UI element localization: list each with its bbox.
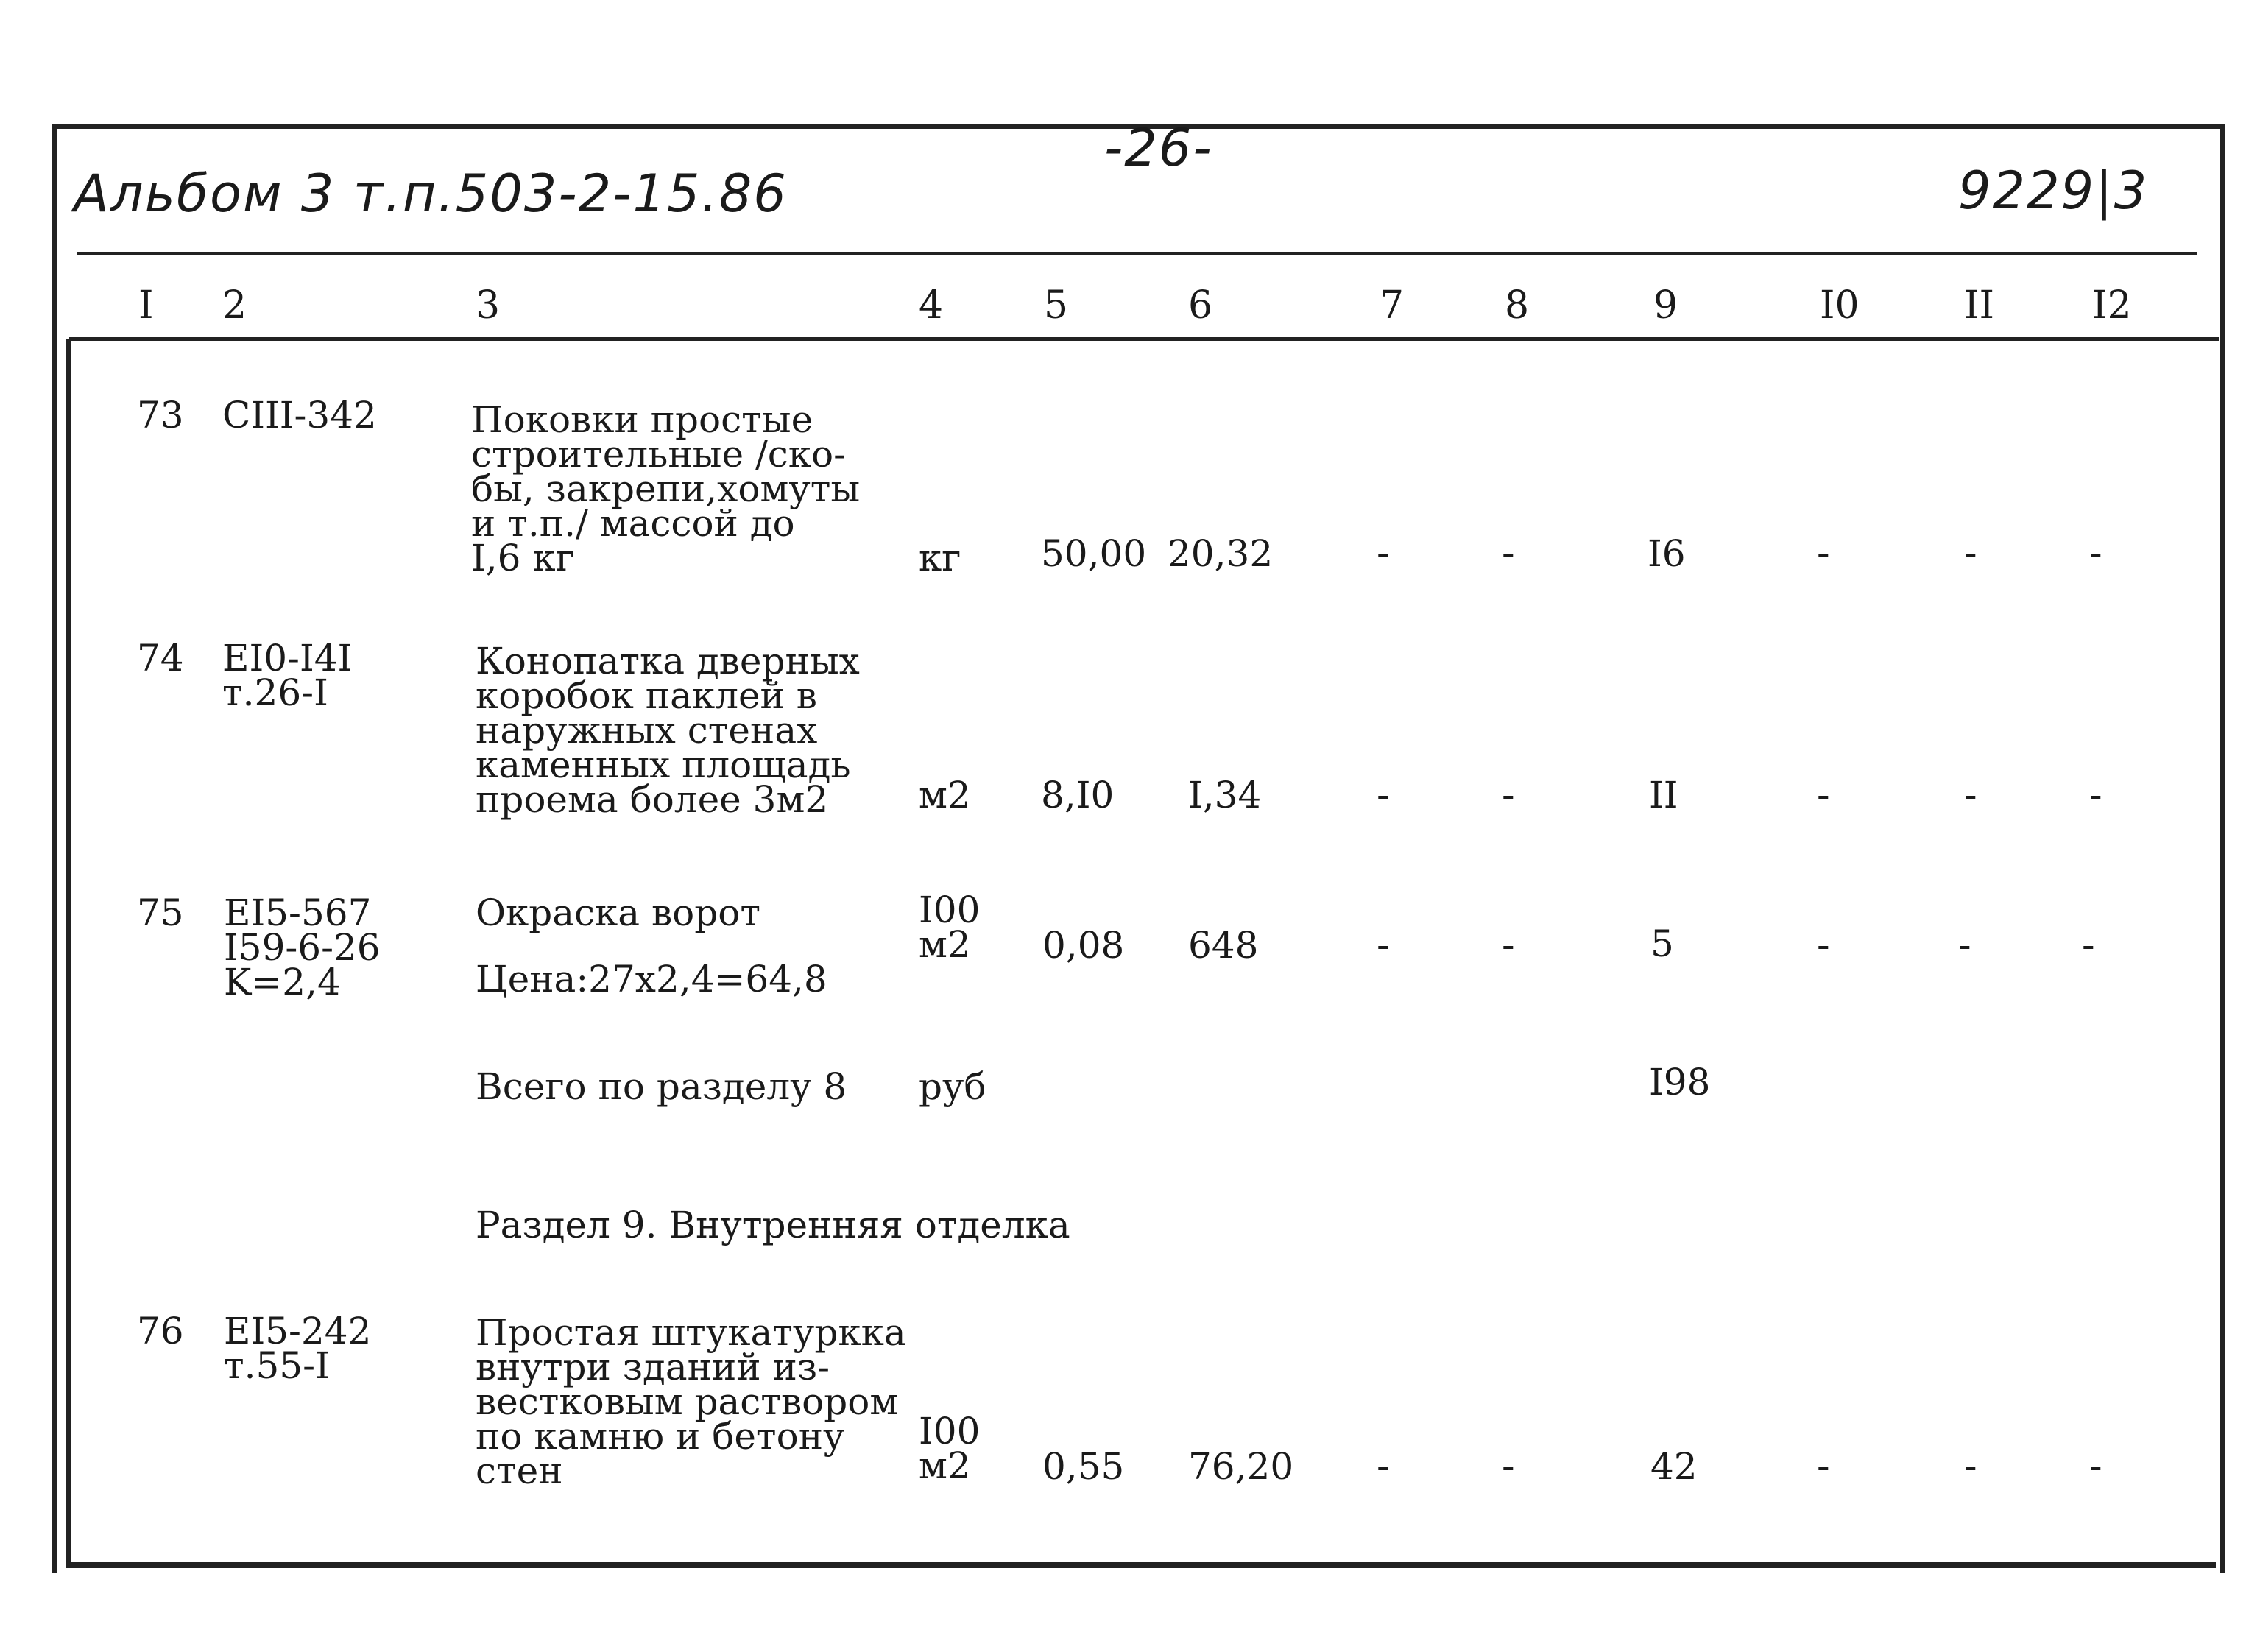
row-total: I6	[1648, 532, 1686, 575]
row-desc-line: и т.п./ массой до	[471, 502, 795, 545]
row-desc-line: стен	[476, 1450, 563, 1492]
row-desc-line: по камню и бетону	[476, 1415, 845, 1458]
column-header-5: 5	[1044, 283, 1069, 328]
column-header-9: 9	[1653, 283, 1678, 328]
row-col10: -	[1817, 1444, 1830, 1489]
row-code: EI5-567	[224, 892, 372, 934]
row-total: 42	[1650, 1445, 1698, 1488]
row-total: II	[1649, 774, 1678, 816]
row-unit: м2	[919, 1444, 971, 1487]
page-number: -26-	[1104, 118, 1213, 178]
row-desc-line: вестковым раствором	[476, 1380, 899, 1423]
row-desc-line: Простая штукатуркка	[476, 1311, 906, 1354]
row-col7: -	[1377, 1444, 1390, 1489]
row-desc-line: коробок паклей в	[476, 674, 817, 717]
row-col12: -	[2089, 532, 2102, 576]
column-header-2: 2	[222, 283, 247, 328]
row-col11: -	[1964, 532, 1977, 576]
row-code: I59-6-26	[224, 926, 381, 969]
row-code: т.55-I	[224, 1344, 330, 1387]
row-code: K=2,4	[224, 961, 341, 1003]
row-desc-line: Конопатка дверных	[476, 640, 860, 682]
row-code: т.26-I	[222, 671, 328, 714]
row-unit: м2	[919, 774, 971, 816]
row-desc-line: Поковки простые	[471, 398, 813, 441]
row-unit: кг	[919, 537, 961, 579]
row-col7: -	[1377, 923, 1390, 967]
row-qty: 50,00	[1041, 532, 1147, 575]
row-unit: I00	[919, 889, 981, 931]
row-desc-line: внутри зданий из-	[476, 1346, 830, 1388]
row-price: 76,20	[1188, 1445, 1294, 1488]
row-col8: -	[1502, 532, 1515, 576]
row-price: I,34	[1188, 774, 1262, 816]
header-rule-bottom	[69, 337, 2219, 341]
row-col12: -	[2082, 923, 2095, 967]
header-rule-top	[77, 252, 2197, 255]
row-qty: 0,08	[1042, 924, 1125, 967]
row-desc-line: проема более 3м2	[476, 778, 829, 821]
row-col11: -	[1958, 923, 1971, 967]
album-title: Альбом 3 т.п.503-2-15.86	[74, 163, 788, 224]
row-col8: -	[1502, 773, 1515, 817]
row-unit: I00	[919, 1410, 981, 1452]
section-title: Раздел 9. Внутренняя отделка	[476, 1204, 1070, 1246]
row-price: 20,32	[1168, 532, 1274, 575]
row-number: 73	[137, 394, 184, 437]
row-total: 5	[1650, 922, 1674, 965]
row-unit: м2	[919, 923, 971, 966]
row-col10: -	[1817, 923, 1830, 967]
page-frame	[52, 124, 2225, 1573]
row-code: EI5-242	[224, 1310, 372, 1352]
row-qty: 0,55	[1042, 1445, 1125, 1488]
frame-left-border	[66, 339, 71, 1567]
frame-bottom-border	[66, 1562, 2216, 1568]
row-code: EI0-I4I	[222, 637, 353, 679]
row-desc-line: строительные /ско-	[471, 433, 847, 476]
document-ref: 9229|3	[1958, 160, 2149, 221]
row-number: 75	[137, 892, 184, 934]
row-number: 76	[137, 1310, 184, 1352]
subtotal-total: I98	[1649, 1061, 1711, 1104]
row-price-note: Цена:27х2,4=64,8	[476, 958, 827, 1000]
row-col7: -	[1377, 532, 1390, 576]
column-header-11: II	[1964, 283, 1995, 328]
row-col11: -	[1964, 773, 1977, 817]
row-number: 74	[137, 637, 184, 679]
column-header-8: 8	[1505, 283, 1530, 328]
column-header-6: 6	[1188, 283, 1213, 328]
subtotal-label: Всего по разделу 8	[476, 1065, 847, 1108]
subtotal-unit: руб	[919, 1065, 986, 1108]
row-desc-line: наружных стенах	[476, 709, 818, 752]
row-desc-line: бы, закрепи,хомуты	[471, 467, 861, 510]
column-header-7: 7	[1380, 283, 1405, 328]
row-desc-line: Окраска ворот	[476, 892, 761, 934]
row-desc-line: I,6 кг	[471, 537, 575, 579]
row-col8: -	[1502, 1444, 1515, 1489]
row-price: 648	[1188, 924, 1259, 967]
column-header-1: I	[138, 283, 154, 328]
row-col10: -	[1817, 532, 1830, 576]
row-qty: 8,I0	[1041, 774, 1115, 816]
row-col8: -	[1502, 923, 1515, 967]
row-col10: -	[1817, 773, 1830, 817]
column-header-4: 4	[919, 283, 944, 328]
row-col12: -	[2089, 773, 2102, 817]
column-header-12: I2	[2092, 283, 2132, 328]
column-header-10: I0	[1820, 283, 1860, 328]
row-col11: -	[1964, 1444, 1977, 1489]
row-code: CIII-342	[222, 394, 377, 437]
row-desc-line: каменных площадь	[476, 744, 851, 786]
row-col12: -	[2089, 1444, 2102, 1489]
column-header-3: 3	[476, 283, 501, 328]
row-col7: -	[1377, 773, 1390, 817]
